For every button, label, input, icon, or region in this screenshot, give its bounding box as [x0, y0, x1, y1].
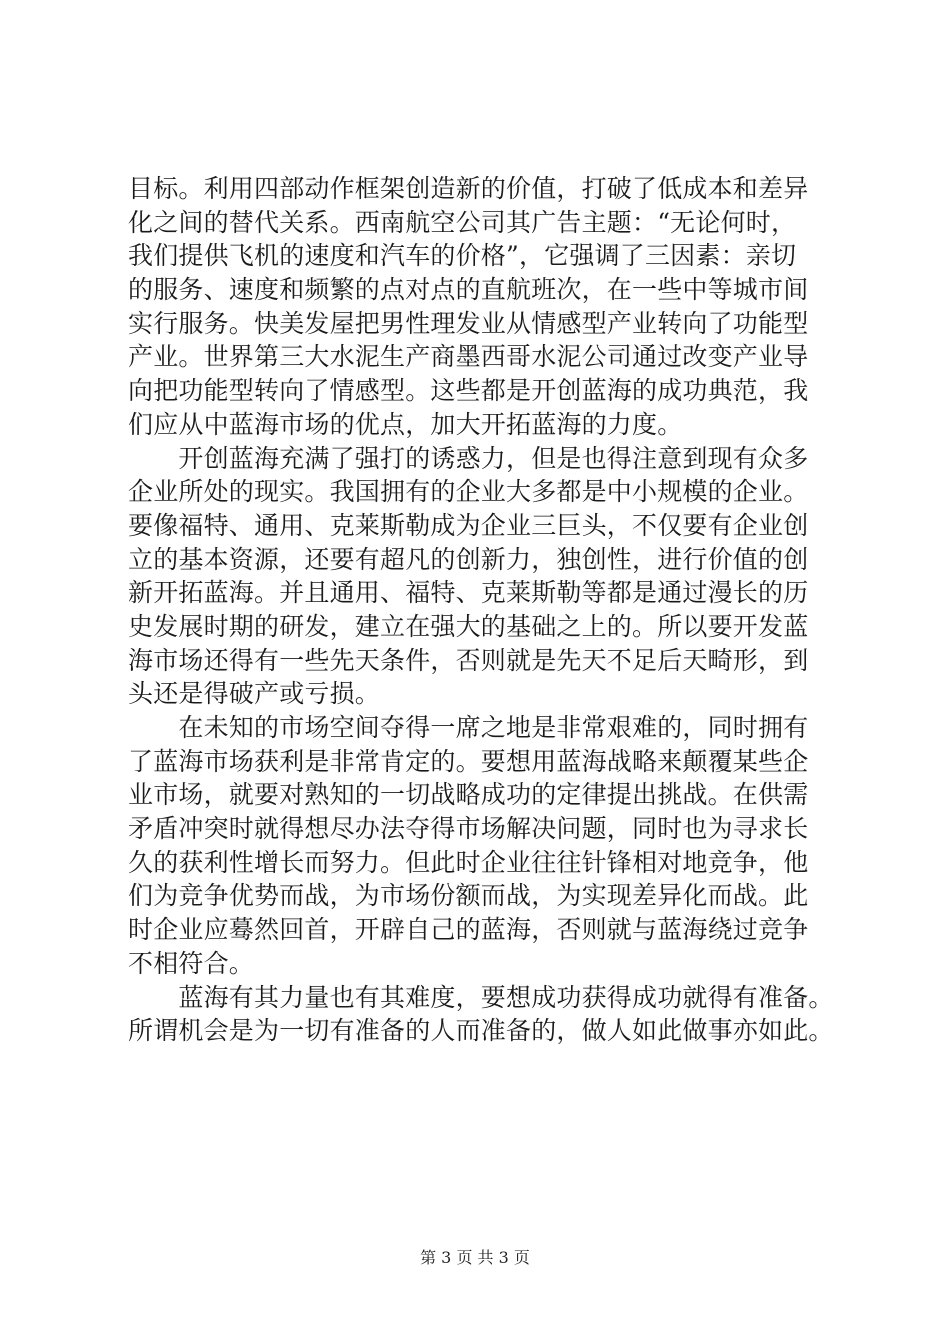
text-line: 所谓机会是为一切有准备的人而准备的，做人如此做事亦如此。	[128, 1016, 834, 1046]
text-line: 实行服务。快美发屋把男性理发业从情感型产业转向了功能型	[128, 308, 809, 338]
text-line: 化之间的替代关系。西南航空公司其广告主题：“无论何时，	[128, 207, 797, 237]
text-line: 蓝海有其力量也有其难度，要想成功获得成功就得有准备。	[128, 982, 834, 1012]
text-line: 们为竞争优势而战，为市场份额而战，为实现差异化而战。此	[128, 881, 809, 911]
text-line: 头还是得破产或亏损。	[128, 679, 381, 709]
text-line: 开创蓝海充满了强打的诱惑力，但是也得注意到现有众多	[128, 443, 809, 473]
text-line: 不相符合。	[128, 948, 255, 978]
text-line: 时企业应蓦然回首，开辟自己的蓝海，否则就与蓝海绕过竞争	[128, 915, 809, 945]
text-line: 立的基本资源，还要有超凡的创新力，独创性，进行价值的创	[128, 544, 809, 574]
text-line: 我们提供飞机的速度和汽车的价格”，它强调了三因素：亲切	[128, 241, 797, 271]
text-line: 海市场还得有一些先天条件，否则就是先天不足后天畸形，到	[128, 645, 809, 675]
text-line: 久的获利性增长而努力。但此时企业往往针锋相对地竞争，他	[128, 847, 809, 877]
page-number: 第 3 页 共 3 页	[420, 1248, 530, 1267]
text-line: 要像福特、通用、克莱斯勒成为企业三巨头，不仅要有企业创	[128, 510, 809, 540]
text-line: 业市场，就要对熟知的一切战略成功的定律提出挑战。在供需	[128, 780, 809, 810]
text-line: 新开拓蓝海。并且通用、福特、克莱斯勒等都是通过漫长的历	[128, 578, 809, 608]
text-line: 的服务、速度和频繁的点对点的直航班次，在一些中等城市间	[128, 275, 809, 305]
text-line: 矛盾冲突时就得想尽办法夺得市场解决问题，同时也为寻求长	[128, 814, 809, 844]
text-line: 产业。世界第三大水泥生产商墨西哥水泥公司通过改变产业导	[128, 342, 809, 372]
text-line: 向把功能型转向了情感型。这些都是开创蓝海的成功典范，我	[128, 376, 809, 406]
text-line: 目标。利用四部动作框架创造新的价值，打破了低成本和差异	[128, 174, 809, 203]
text-line: 企业所处的现实。我国拥有的企业大多都是中小规模的企业。	[128, 477, 809, 507]
body-text	[128, 172, 840, 1048]
page-footer	[0, 1245, 950, 1268]
text-line: 了蓝海市场获利是非常肯定的。要想用蓝海战略来颠覆某些企	[128, 746, 809, 776]
text-line: 史发展时期的研发，建立在强大的基础之上的。所以要开发蓝	[128, 611, 809, 641]
text-line: 在未知的市场空间夺得一席之地是非常艰难的，同时拥有	[128, 713, 809, 742]
text-line: 们应从中蓝海市场的优点，加大开拓蓝海的力度。	[128, 409, 683, 439]
